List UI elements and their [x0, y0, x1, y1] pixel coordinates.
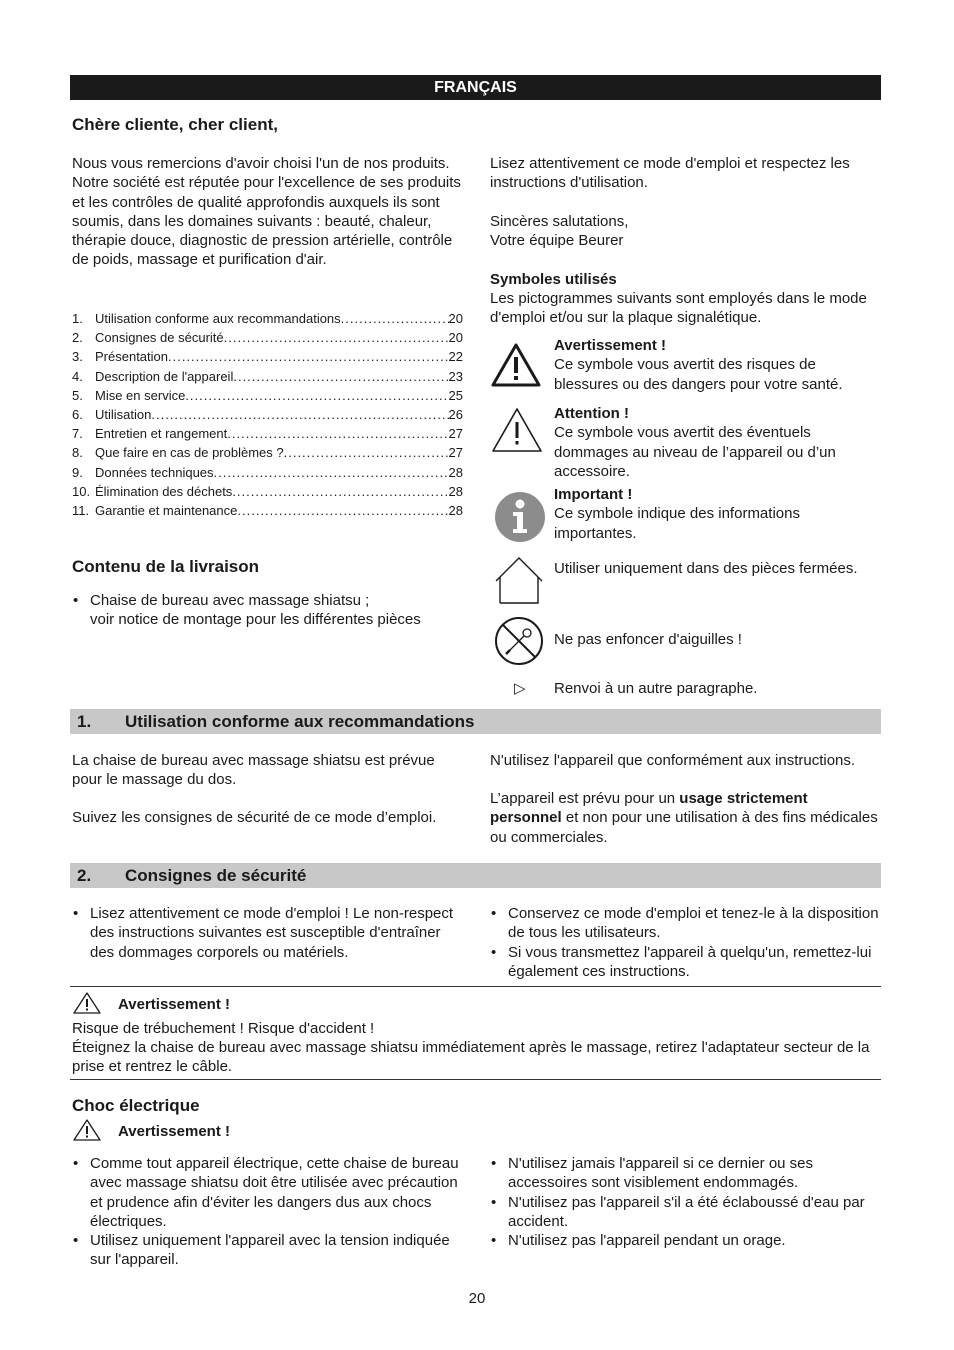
toc-page: 23	[448, 368, 463, 384]
toc-page: 22	[448, 349, 463, 365]
toc-number: 6.	[72, 407, 83, 423]
toc-entry	[72, 328, 463, 347]
toc-number: 11.	[72, 503, 90, 519]
personal-use-emphasis: usage strictement personnel	[490, 790, 808, 827]
section-1-follow-safety: Suivez les consignes de sécurité de ce mode d’emploi.	[72, 809, 437, 826]
toc-leader	[227, 424, 448, 443]
attention-description: Ce symbole vous avertit des éventuels dommages au niveau de l’appareil ou d’un accessoire.	[554, 424, 836, 480]
section-2-warning-text: Éteignez la chaise de bureau avec massage shiatsu immédiatement après le massage, retirez l'adaptateur secteur de la prise et rentrez le câble.	[72, 1039, 870, 1076]
no-needles-icon	[494, 616, 544, 671]
toc-title: Utilisation conforme aux recommandations	[95, 311, 341, 326]
intro-instructions: Lisez attentivement ce mode d'emploi et respectez les instructions d'utilisation.	[490, 155, 850, 192]
house-icon	[494, 555, 544, 610]
toc-leader	[214, 463, 449, 482]
list-item: • Comme tout appareil électrique, cette chaise de bureau avec massage shiatsu doit être utilisée avec précaution et prudence afin d'éviter les dangers dus aux chocs électriques.	[72, 1154, 464, 1231]
toc-entry	[72, 424, 463, 443]
toc-page: 20	[448, 330, 463, 346]
toc-page: 28	[448, 483, 463, 499]
toc-entry	[72, 482, 463, 501]
toc-leader	[151, 405, 448, 424]
toc-number: 2.	[72, 330, 83, 346]
toc-leader	[341, 309, 449, 328]
warning-title: Avertissement !	[554, 337, 666, 354]
section-2-number: 2.	[77, 866, 92, 885]
reference-arrow-icon: ▷	[514, 680, 526, 697]
delivery-list	[72, 591, 464, 630]
toc-title: Garantie et maintenance	[95, 503, 238, 519]
section-1-usage-note: N'utilisez l'appareil que conformément aux instructions.	[490, 752, 856, 769]
toc-title: Description de l'appareil	[95, 368, 234, 384]
section-2-header	[70, 863, 881, 888]
toc-title: Élimination des déchets	[95, 483, 233, 499]
toc-entry	[72, 463, 463, 482]
toc-entry	[72, 347, 463, 366]
section-2-title: Consignes de sécurité	[125, 866, 307, 885]
section-2-right-list	[490, 904, 880, 981]
section-1-title: Utilisation conforme aux recommandations	[125, 712, 475, 731]
symbols-intro: Les pictogrammes suivants sont employés dans le mode d'emploi et/ou sur la plaque signalétique.	[490, 290, 867, 327]
delivery-heading: Contenu de la livraison	[72, 557, 260, 576]
section-1-header	[70, 709, 881, 734]
toc-entry	[72, 501, 463, 520]
needle-description: Ne pas enfoncer d'aiguilles !	[554, 631, 742, 648]
toc-page: 27	[448, 426, 463, 442]
intro-signature: Votre équipe Beurer	[490, 232, 624, 249]
electric-warning-label: Avertissement !	[118, 1123, 230, 1140]
toc-entry	[72, 386, 463, 405]
intro-paragraph: Nous vous remercions d'avoir choisi l'un de nos produits. Notre société est réputée pour l'excellence de ses produits et les contrôles de qualité approfondis auxquels ils sont soumis, dans les domaines suivants : beauté, chaleur, thérapie douce, diagnostic de pression artérielle, contrôle de poids, massage et purification d'air.	[72, 155, 461, 269]
toc-title: Données techniques	[95, 464, 214, 480]
list-item: • Si vous transmettez l'appareil à quelqu'un, remettez-lui également ces instructions.	[490, 943, 880, 982]
toc-title: Consignes de sécurité	[95, 330, 224, 346]
toc-leader	[224, 328, 449, 347]
important-description: Ce symbole indique des informations importantes.	[554, 505, 800, 542]
attention-title: Attention !	[554, 405, 629, 422]
important-title: Important !	[554, 486, 633, 503]
section-2-warning-risk: Risque de trébuchement ! Risque d'accident !	[72, 1020, 375, 1037]
table-of-contents	[72, 309, 463, 520]
divider	[70, 986, 881, 987]
warning-triangle-icon	[490, 342, 542, 393]
section-2-warning-label: Avertissement !	[118, 996, 230, 1013]
list-item: • Utilisez uniquement l'appareil avec la tension indiquée sur l'appareil.	[72, 1231, 464, 1270]
toc-title: Mise en service	[95, 387, 186, 403]
toc-entry	[72, 309, 463, 328]
toc-title: Utilisation	[95, 407, 152, 423]
page-number: 20	[468, 1290, 486, 1307]
toc-number: 3.	[72, 349, 83, 365]
toc-page: 28	[448, 503, 463, 519]
toc-title: Entretien et rangement	[95, 426, 228, 442]
toc-entry	[72, 367, 463, 386]
toc-leader	[233, 367, 448, 386]
delivery-item-line2: voir notice de montage pour les différentes pièces	[90, 611, 421, 629]
list-item: • Lisez attentivement ce mode d'emploi ! Le non-respect des instructions suivantes est susceptible d'entraîner des dommages corporels ou matériels.	[72, 904, 464, 962]
reference-description: Renvoi à un autre paragraphe.	[554, 680, 758, 697]
electric-right-list	[490, 1154, 880, 1250]
delivery-item-line1: Chaise de bureau avec massage shiatsu ;	[90, 592, 370, 609]
toc-page: 27	[448, 445, 463, 461]
toc-page: 26	[448, 407, 463, 423]
list-item: • N'utilisez pas l'appareil s'il a été éclaboussé d'eau par accident.	[490, 1193, 880, 1232]
toc-number: 9.	[72, 464, 83, 480]
electric-heading: Choc électrique	[72, 1096, 200, 1115]
toc-number: 1.	[72, 311, 83, 326]
toc-leader	[185, 386, 448, 405]
toc-page: 20	[448, 311, 463, 326]
list-item: • Conservez ce mode d'emploi et tenez-le à la disposition de tous les utilisateurs.	[490, 904, 880, 943]
warning-description: Ce symbole vous avertit des risques de blessures ou des dangers pour votre santé.	[554, 356, 843, 393]
divider	[70, 1079, 881, 1080]
symbols-heading: Symboles utilisés	[490, 271, 617, 288]
toc-page: 25	[448, 387, 463, 403]
toc-page: 28	[448, 464, 463, 480]
warning-small-icon	[72, 1118, 102, 1147]
warning-small-icon	[72, 991, 102, 1020]
toc-leader	[168, 347, 449, 366]
toc-entry	[72, 405, 463, 424]
electric-left-list	[72, 1154, 464, 1270]
section-1-personal-use: L’appareil est prévu pour un usage strictement personnel et non pour une utilisation à des fins médicales ou commerciales.	[490, 790, 878, 846]
greeting-heading: Chère cliente, cher client,	[72, 115, 278, 134]
toc-number: 10.	[72, 483, 91, 499]
toc-number: 4.	[72, 368, 83, 384]
toc-number: 8.	[72, 445, 83, 461]
section-1-purpose: La chaise de bureau avec massage shiatsu est prévue pour le massage du dos.	[72, 752, 435, 789]
toc-title: Présentation	[95, 349, 168, 365]
toc-leader	[284, 443, 449, 462]
toc-number: 5.	[72, 387, 83, 403]
toc-entry	[72, 443, 463, 462]
toc-title: Que faire en cas de problèmes ?	[95, 445, 284, 461]
list-item: • N'utilisez pas l'appareil pendant un orage.	[490, 1231, 880, 1250]
section-1-number: 1.	[77, 712, 92, 731]
section-2-left-list	[72, 904, 464, 962]
info-icon	[494, 491, 546, 548]
toc-leader	[232, 482, 448, 501]
indoor-description: Utiliser uniquement dans des pièces fermées.	[554, 560, 858, 577]
list-item: • N'utilisez jamais l'appareil si ce dernier ou ses accessoires sont visiblement endommagés.	[490, 1154, 880, 1193]
list-item	[72, 591, 464, 630]
attention-triangle-icon	[490, 406, 544, 459]
toc-leader	[237, 501, 448, 520]
language-header: FRANÇAIS	[70, 75, 881, 100]
toc-number: 7.	[72, 426, 83, 442]
intro-salutation: Sincères salutations,	[490, 213, 629, 230]
